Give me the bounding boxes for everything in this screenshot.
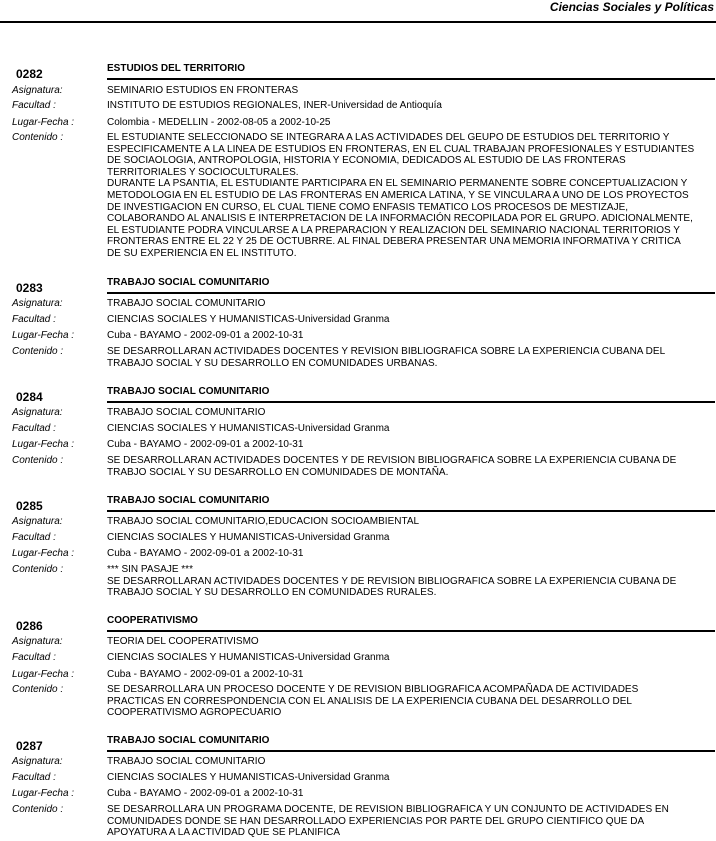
asignatura-label: Asignatura: bbox=[12, 636, 63, 647]
lugar-fecha-value: Cuba - BAYAMO - 2002-09-01 a 2002-10-31 bbox=[107, 439, 304, 450]
entry-heading: TRABAJO SOCIAL COMUNITARIO bbox=[107, 386, 270, 397]
lugar-fecha-value: Cuba - BAYAMO - 2002-09-01 a 2002-10-31 bbox=[107, 788, 304, 799]
contenido-line: SE DESARROLLARA UN PROCESO DOCENTE Y DE REVISION BIBLIOGRAFICA ACOMPAÑADA DE ACTIVIDADES bbox=[107, 684, 639, 695]
contenido-line: APOYATURA A LA ACTIVIDAD QUE SE PLANIFICA bbox=[107, 827, 341, 839]
entry-heading: TRABAJO SOCIAL COMUNITARIO bbox=[107, 735, 270, 746]
contenido-line: DE SOCIAOLOGIA, ANTROPOLOGIA, HISTORIA Y ECONOMIA, DEDICADOS AL ESTUDIO DE LAS FRONTERAS bbox=[107, 155, 626, 167]
contenido-line: SE DESARROLLARA UN PROGRAMA DOCENTE, DE REVISION BIBLIOGRAFICA Y UN CONJUNTO DE ACTIVIDADES EN bbox=[107, 804, 669, 815]
contenido-label: Contenido : bbox=[12, 132, 64, 143]
contenido-label: Contenido : bbox=[12, 564, 64, 575]
facultad-value: CIENCIAS SOCIALES Y HUMANISTICAS-Universidad Granma bbox=[107, 772, 390, 783]
lugar-fecha-label: Lugar-Fecha : bbox=[12, 117, 75, 128]
facultad-label: Facultad : bbox=[12, 423, 56, 434]
contenido-line: TRABAJO SOCIAL Y SU DESARROLLO EN COMUNIDADES URBANAS. bbox=[107, 357, 438, 369]
lugar-fecha-label: Lugar-Fecha : bbox=[12, 788, 75, 799]
entry bbox=[0, 615, 716, 725]
entry bbox=[0, 495, 716, 600]
contenido-value bbox=[107, 346, 711, 369]
facultad-label: Facultad : bbox=[12, 314, 56, 325]
entry-code: 0283 bbox=[16, 281, 43, 295]
contenido-line: COMUNIDADES DONDE SE HAN DESARROLLADO EXPERIENCIAS POR PARTE DEL GRUPO CIENTIFICO QUE DA bbox=[107, 815, 645, 827]
page-title: Ciencias Sociales y Políticas bbox=[549, 0, 714, 14]
entry-rule bbox=[107, 78, 715, 80]
facultad-value: CIENCIAS SOCIALES Y HUMANISTICAS-Universidad Granma bbox=[107, 423, 390, 434]
entry bbox=[0, 63, 716, 263]
contenido-line: EL ESTUDIANTE PODRA VINCULARSE A LA PREPARACION Y REALIZACION DEL SEMINARIO NACIONAL TERRITORIOS Y bbox=[107, 224, 680, 236]
contenido-line: DE INVESTIGACION EN CURSO, EL CUAL TIENE COMO ENFASIS TEMATICO LOS PROCESOS DE MESTIZAJE, bbox=[107, 201, 629, 213]
lugar-fecha-value: Cuba - BAYAMO - 2002-09-01 a 2002-10-31 bbox=[107, 330, 304, 341]
asignatura-label: Asignatura: bbox=[12, 85, 63, 96]
contenido-line: PRACTICAS EN CORRESPONDENCIA CON EL ANALISIS DE LA EXPERIENCIA CUBANA DEL DESARROLLO DEL bbox=[107, 695, 632, 707]
contenido-line: METODOLOGIA EN EL ESTUDIO DE LAS FRONTERAS EN AMERICA LATINA, Y SE VINCULARA A UNO DE LOS PROYECTOS bbox=[107, 189, 689, 201]
entry-code: 0284 bbox=[16, 390, 43, 404]
asignatura-label: Asignatura: bbox=[12, 298, 63, 309]
facultad-label: Facultad : bbox=[12, 100, 56, 111]
entry bbox=[0, 386, 716, 481]
contenido-value bbox=[107, 684, 711, 719]
entry-rule bbox=[107, 292, 715, 294]
entry-heading: TRABAJO SOCIAL COMUNITARIO bbox=[107, 495, 270, 506]
entry-rule bbox=[107, 630, 715, 632]
contenido-label: Contenido : bbox=[12, 804, 64, 815]
asignatura-label: Asignatura: bbox=[12, 407, 63, 418]
asignatura-value: TRABAJO SOCIAL COMUNITARIO bbox=[107, 407, 266, 418]
entry bbox=[0, 277, 716, 372]
asignatura-label: Asignatura: bbox=[12, 756, 63, 767]
asignatura-value: TRABAJO SOCIAL COMUNITARIO bbox=[107, 756, 266, 767]
contenido-value bbox=[107, 804, 711, 839]
contenido-value bbox=[107, 564, 711, 599]
contenido-line: DE SU EXPERIENCIA EN EL INSTITUTO. bbox=[107, 247, 297, 259]
asignatura-value: TRABAJO SOCIAL COMUNITARIO bbox=[107, 298, 266, 309]
entry-rule bbox=[107, 401, 715, 403]
contenido-line: TRABAJO SOCIAL Y SU DESARROLLO EN COMUNIDADES RURALES. bbox=[107, 587, 437, 599]
facultad-label: Facultad : bbox=[12, 772, 56, 783]
entry-heading: TRABAJO SOCIAL COMUNITARIO bbox=[107, 277, 270, 288]
contenido-line: FRONTERAS ENTRE EL 22 Y 25 DE OCTUBRRE. AL FINAL DEBERA PRESENTAR UNA MEMORIA INFORMATIVA Y CRITICA bbox=[107, 236, 681, 248]
contenido-value bbox=[107, 455, 711, 478]
entry-code: 0282 bbox=[16, 67, 43, 81]
contenido-line: SE DESARROLLARAN ACTIVIDADES DOCENTES Y REVISION BIBLIOGRAFICA SOBRE LA EXPERIENCIA CUBANA DEL bbox=[107, 346, 666, 357]
lugar-fecha-label: Lugar-Fecha : bbox=[12, 548, 75, 559]
entry-rule bbox=[107, 510, 715, 512]
contenido-line: SE DESARROLLARAN ACTIVIDADES DOCENTES Y DE REVISION BIBLIOGRAFICA SOBRE LA EXPERIENCIA CUBANA DE bbox=[107, 455, 677, 466]
lugar-fecha-value: Colombia - MEDELLIN - 2002-08-05 a 2002-10-25 bbox=[107, 117, 331, 128]
contenido-line: TERRITORIALES Y SOCIOCULTURALES. bbox=[107, 166, 299, 178]
entry-code: 0287 bbox=[16, 739, 43, 753]
contenido-value bbox=[107, 132, 711, 260]
entry bbox=[0, 735, 716, 841]
page-header bbox=[0, 0, 716, 24]
contenido-line: TRABJO SOCIAL Y SU DESARROLLO EN COMUNIDADES DE MONTAÑA. bbox=[107, 466, 449, 478]
entry-code: 0286 bbox=[16, 619, 43, 633]
facultad-value: CIENCIAS SOCIALES Y HUMANISTICAS-Universidad Granma bbox=[107, 314, 390, 325]
entry-heading: COOPERATIVISMO bbox=[107, 615, 198, 626]
facultad-label: Facultad : bbox=[12, 532, 56, 543]
facultad-value: CIENCIAS SOCIALES Y HUMANISTICAS-Universidad Granma bbox=[107, 532, 390, 543]
entry-rule bbox=[107, 750, 715, 752]
contenido-line: SE DESARROLLARAN ACTIVIDADES DOCENTES Y DE REVISION BIBLIOGRAFICA SOBRE LA EXPERIENCIA CUBANA DE bbox=[107, 575, 677, 587]
contenido-label: Contenido : bbox=[12, 346, 64, 357]
lugar-fecha-value: Cuba - BAYAMO - 2002-09-01 a 2002-10-31 bbox=[107, 669, 304, 680]
facultad-value: CIENCIAS SOCIALES Y HUMANISTICAS-Universidad Granma bbox=[107, 652, 390, 663]
contenido-line: ESPECIFICAMENTE A LA LINEA DE ESTUDIOS EN FRONTERAS, EN EL CUAL TRABAJAN PROFESIONALES Y ESTUDIANTES bbox=[107, 143, 695, 155]
asignatura-value: TRABAJO SOCIAL COMUNITARIO,EDUCACION SOCIOAMBIENTAL bbox=[107, 516, 420, 527]
facultad-value: INSTITUTO DE ESTUDIOS REGIONALES, INER-Universidad de Antioquía bbox=[107, 100, 442, 111]
contenido-line: COOPERATIVISMO AGROPECUARIO bbox=[107, 707, 282, 719]
asignatura-value: SEMINARIO ESTUDIOS EN FRONTERAS bbox=[107, 85, 299, 96]
lugar-fecha-label: Lugar-Fecha : bbox=[12, 439, 75, 450]
header-rule bbox=[0, 21, 716, 23]
entry-code: 0285 bbox=[16, 499, 43, 513]
contenido-label: Contenido : bbox=[12, 684, 64, 695]
lugar-fecha-label: Lugar-Fecha : bbox=[12, 330, 75, 341]
contenido-label: Contenido : bbox=[12, 455, 64, 466]
lugar-fecha-value: Cuba - BAYAMO - 2002-09-01 a 2002-10-31 bbox=[107, 548, 304, 559]
entry-heading: ESTUDIOS DEL TERRITORIO bbox=[107, 63, 245, 74]
contenido-line: COLABORANDO AL ANALISIS E INTERPRETACION DE LA INFORMACIÓN RECOPILADA POR EL GRUPO. ADICIONALMENTE, bbox=[107, 213, 693, 225]
facultad-label: Facultad : bbox=[12, 652, 56, 663]
contenido-line: DURANTE LA PSANTIA, EL ESTUDIANTE PARTICIPARA EN EL SEMINARIO PERMANENTE SOBRE CONCEPTUALIZACION Y bbox=[107, 178, 688, 190]
contenido-line: *** SIN PASAJE *** bbox=[107, 564, 193, 575]
contenido-line: EL ESTUDIANTE SELECCIONADO SE INTEGRARA A LAS ACTIVIDADES DEL GEUPO DE ESTUDIOS DEL TERRITORIO Y bbox=[107, 132, 670, 143]
lugar-fecha-label: Lugar-Fecha : bbox=[12, 669, 75, 680]
asignatura-label: Asignatura: bbox=[12, 516, 63, 527]
asignatura-value: TEORIA DEL COOPERATIVISMO bbox=[107, 636, 259, 647]
